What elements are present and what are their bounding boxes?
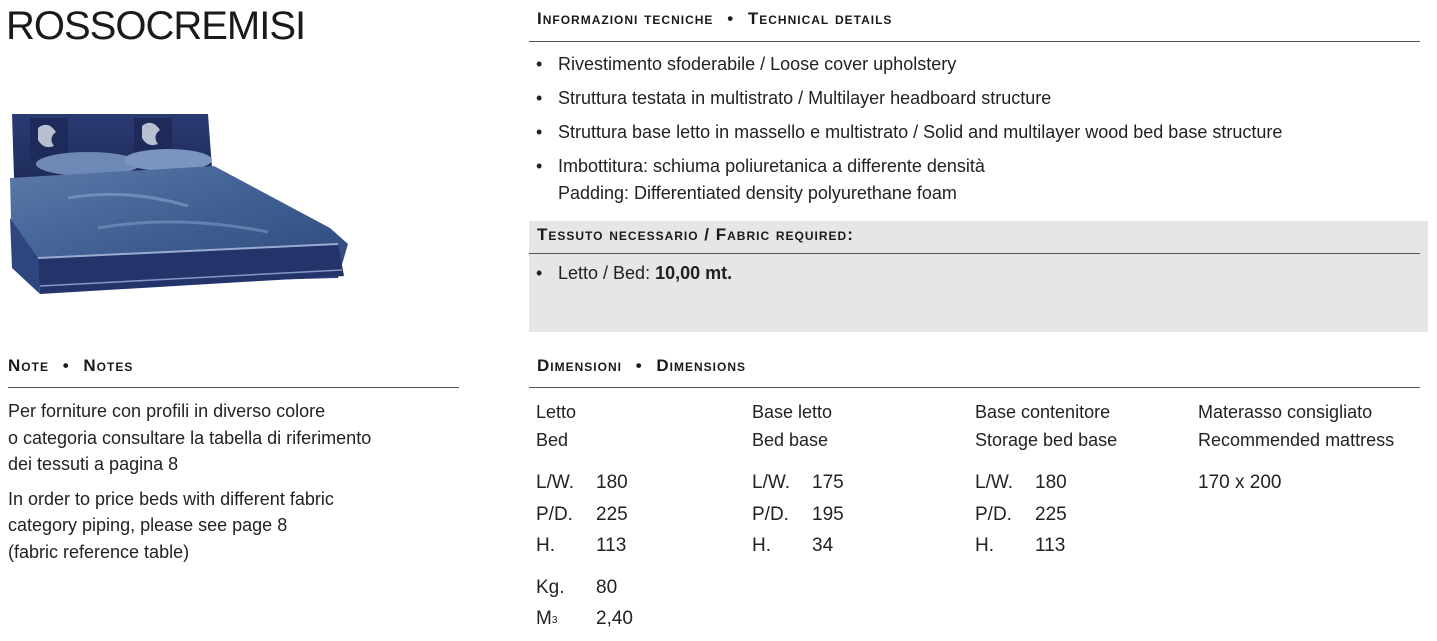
dim-col-bed-title-it: Letto bbox=[536, 402, 577, 422]
technical-item-1-text: Rivestimento sfoderabile / Loose cover upholstery bbox=[558, 54, 957, 74]
dim-row bbox=[752, 467, 844, 499]
fabric-heading: Tessuto necessario / Fabric required: bbox=[537, 225, 854, 244]
dim-key: H. bbox=[536, 535, 555, 556]
technical-item-4-text: Imbottitura: schiuma poliuretanica a differente densità bbox=[558, 156, 985, 176]
bullet-4: • bbox=[536, 156, 543, 176]
fabric-label: Letto / Bed: bbox=[558, 263, 656, 283]
technical-item-3 bbox=[529, 119, 1282, 146]
dim-key: L/W. bbox=[536, 472, 575, 493]
notes-it-line-1: Per forniture con profili in diverso colore bbox=[8, 401, 326, 421]
volume-label-wrap bbox=[536, 603, 596, 635]
dim-row bbox=[536, 499, 633, 531]
dim-row bbox=[975, 467, 1117, 499]
dim-col-mattress bbox=[1198, 398, 1394, 499]
mattress-size: 170 x 200 bbox=[1198, 472, 1282, 493]
notes-heading-separator: • bbox=[62, 356, 70, 375]
dim-col-bed-base bbox=[752, 398, 844, 562]
technical-list bbox=[529, 51, 1282, 207]
fabric-value: 10,00 mt. bbox=[655, 263, 733, 283]
dim-row bbox=[975, 530, 1117, 562]
dim-value: 34 bbox=[812, 535, 834, 556]
weight-label: Kg. bbox=[536, 576, 565, 598]
technical-heading bbox=[537, 9, 892, 29]
fabric-item bbox=[529, 260, 732, 287]
notes-heading bbox=[8, 356, 133, 376]
dim-row bbox=[752, 499, 844, 531]
volume-value: 2,40 bbox=[596, 608, 633, 629]
dim-weight-row bbox=[536, 572, 633, 604]
notes-it-line-3: dei tessuti a pagina 8 bbox=[8, 454, 179, 474]
dim-row bbox=[536, 467, 633, 499]
notes-rule bbox=[8, 387, 459, 388]
dim-key: L/W. bbox=[975, 472, 1014, 493]
dim-value: 225 bbox=[1035, 503, 1067, 525]
dim-value: 113 bbox=[596, 535, 627, 556]
notes-en-line-2: category piping, please see page 8 bbox=[8, 515, 288, 535]
dim-volume-row bbox=[536, 603, 633, 635]
notes-en-line-1: In order to price beds with different fabric bbox=[8, 488, 334, 509]
technical-heading-it: Informazioni tecniche bbox=[537, 9, 714, 28]
dim-value: 195 bbox=[812, 503, 844, 525]
technical-item-4-text-line-2: Padding: Differentiated density polyurethane foam bbox=[558, 183, 957, 203]
dim-value: 113 bbox=[1035, 535, 1066, 556]
technical-heading-separator: • bbox=[727, 9, 735, 28]
dim-value: 180 bbox=[596, 472, 628, 493]
notes-heading-it: Note bbox=[8, 356, 49, 375]
dim-key: H. bbox=[752, 535, 771, 556]
dimensions-heading-separator: • bbox=[635, 356, 643, 375]
dim-col-storage-title-en: Storage bed base bbox=[975, 430, 1118, 450]
technical-item-1 bbox=[529, 51, 1282, 78]
product-title: ROSSOCREMISI bbox=[6, 4, 306, 48]
dimensions-heading-it: Dimensioni bbox=[537, 356, 622, 375]
notes-body bbox=[8, 398, 371, 565]
technical-item-4 bbox=[529, 153, 1282, 207]
technical-item-2-text: Struttura testata in multistrato / Multilayer headboard structure bbox=[558, 88, 1052, 108]
fabric-list bbox=[529, 260, 732, 287]
dim-key: P/D. bbox=[975, 503, 1012, 525]
dim-value: 180 bbox=[1035, 472, 1067, 493]
dim-col-storage-base bbox=[975, 398, 1117, 562]
notes-heading-en: Notes bbox=[83, 356, 134, 375]
dim-col-mattress-title-en: Recommended mattress bbox=[1198, 430, 1395, 450]
bullet-3: • bbox=[536, 122, 543, 142]
fabric-bullet: • bbox=[536, 263, 543, 283]
technical-rule bbox=[529, 41, 1420, 42]
dimensions-heading-en: Dimensions bbox=[656, 356, 746, 375]
dim-row bbox=[975, 499, 1117, 531]
dim-value: 175 bbox=[812, 472, 844, 493]
weight-value: 80 bbox=[596, 576, 618, 598]
dim-col-bed-base-title-it: Base letto bbox=[752, 402, 833, 422]
bullet-2: • bbox=[536, 88, 543, 108]
technical-item-2 bbox=[529, 85, 1282, 112]
bed-illustration bbox=[8, 108, 350, 304]
dim-col-bed-base-title-en: Bed base bbox=[752, 430, 829, 450]
volume-label: M bbox=[536, 608, 552, 629]
dim-key: L/W. bbox=[752, 472, 791, 493]
dim-col-bed-title-en: Bed bbox=[536, 430, 569, 450]
dim-key: H. bbox=[975, 535, 994, 556]
volume-sup: 3 bbox=[551, 615, 558, 626]
bullet-1: • bbox=[536, 54, 543, 74]
dim-col-storage-title-it: Base contenitore bbox=[975, 402, 1111, 422]
notes-it-line-2: o categoria consultare la tabella di riferimento bbox=[8, 427, 372, 448]
dimensions-heading bbox=[537, 356, 746, 376]
dim-row bbox=[536, 530, 633, 562]
dim-col-mattress-title-it: Materasso consigliato bbox=[1198, 402, 1373, 422]
fabric-rule bbox=[529, 253, 1420, 254]
dim-key: P/D. bbox=[752, 503, 789, 525]
technical-item-3-text: Struttura base letto in massello e multistrato / Solid and multilayer wood bed base structure bbox=[558, 122, 1283, 142]
technical-heading-en: Technical details bbox=[747, 9, 893, 28]
dim-key: P/D. bbox=[536, 503, 573, 525]
dim-value: 225 bbox=[596, 503, 628, 525]
dim-row bbox=[752, 530, 844, 562]
dim-col-bed bbox=[536, 398, 633, 635]
notes-en-line-3: (fabric reference table) bbox=[8, 541, 190, 562]
product-image bbox=[8, 108, 350, 304]
dimensions-rule bbox=[529, 387, 1420, 388]
